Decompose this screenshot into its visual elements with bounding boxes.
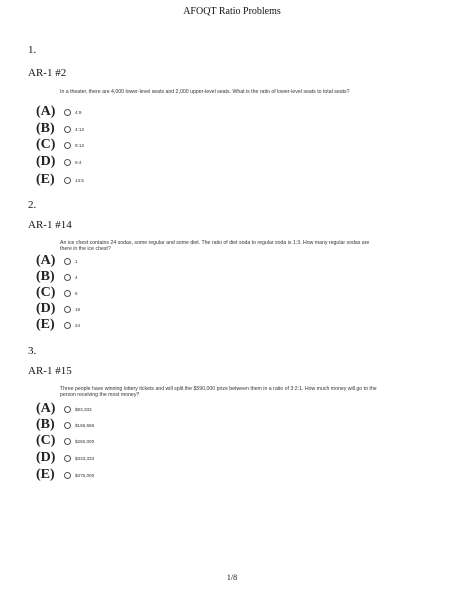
question-text: Three people have winning lottery tickets and will split the $590,000 prize between them in a ratio of 3:2:1. How much money will go to the person receiving the most money? xyxy=(60,386,377,398)
radio-button[interactable] xyxy=(64,258,71,265)
question-number: 1. xyxy=(28,44,37,56)
option-letter: (C) xyxy=(36,137,56,152)
option-letter: (D) xyxy=(36,154,56,169)
option-text: $375,000 xyxy=(75,472,95,478)
option-letter: (C) xyxy=(36,285,56,300)
question-id: AR-1 #15 xyxy=(28,365,72,377)
option-text: 6 xyxy=(75,290,78,296)
option-letter: (E) xyxy=(36,317,55,332)
option-text: 24 xyxy=(75,322,81,328)
option-text: $333,333 xyxy=(75,455,95,461)
option-text: 4:9 xyxy=(75,109,82,115)
radio-button[interactable] xyxy=(64,142,71,149)
answer-option-c[interactable] xyxy=(36,137,84,153)
option-text: 4:13 xyxy=(75,126,84,132)
option-letter: (B) xyxy=(36,417,55,432)
question-number: 3. xyxy=(28,345,37,357)
question-id: AR-1 #14 xyxy=(28,219,72,231)
option-text: $250,000 xyxy=(75,438,95,444)
radio-button[interactable] xyxy=(64,322,71,329)
option-letter: (E) xyxy=(36,467,55,482)
radio-button[interactable] xyxy=(64,109,71,116)
option-text: 4 xyxy=(75,274,78,280)
question-id: AR-1 #2 xyxy=(28,67,67,79)
option-letter: (E) xyxy=(36,172,55,187)
option-text: $83,333 xyxy=(75,406,92,412)
option-letter: (D) xyxy=(36,301,56,316)
option-letter: (D) xyxy=(36,450,56,465)
answer-option-e[interactable] xyxy=(36,317,80,333)
answer-option-e[interactable] xyxy=(36,467,94,483)
option-letter: (A) xyxy=(36,253,56,268)
radio-button[interactable] xyxy=(64,177,71,184)
question-number: 2. xyxy=(28,199,37,211)
option-letter: (B) xyxy=(36,121,55,136)
answer-option-b[interactable] xyxy=(36,121,84,137)
radio-button[interactable] xyxy=(64,290,71,297)
answer-option-a[interactable] xyxy=(36,401,92,417)
option-text: $166,666 xyxy=(75,422,95,428)
radio-button[interactable] xyxy=(64,455,71,462)
option-letter: (A) xyxy=(36,401,56,416)
option-text: 13:5 xyxy=(75,177,84,183)
option-letter: (C) xyxy=(36,433,56,448)
radio-button[interactable] xyxy=(64,274,71,281)
question-text: An ice chest contains 24 sodas, some regular and some diet. The ratio of diet soda to regular soda is 1:3. How many regular sodas are there in the ice chest? xyxy=(60,240,370,252)
radio-button[interactable] xyxy=(64,406,71,413)
option-letter: (A) xyxy=(36,104,56,119)
answer-option-d[interactable] xyxy=(36,450,94,466)
option-letter: (B) xyxy=(36,269,55,284)
answer-option-a[interactable] xyxy=(36,253,78,269)
option-text: 9:13 xyxy=(75,142,84,148)
radio-button[interactable] xyxy=(64,126,71,133)
radio-button[interactable] xyxy=(64,159,71,166)
answer-option-d[interactable] xyxy=(36,301,80,317)
answer-option-d[interactable] xyxy=(36,154,81,170)
answer-option-c[interactable] xyxy=(36,433,94,449)
answer-option-c[interactable] xyxy=(36,285,78,301)
answer-option-b[interactable] xyxy=(36,269,78,285)
answer-option-e[interactable] xyxy=(36,172,84,188)
answer-option-b[interactable] xyxy=(36,417,94,433)
option-text: 18 xyxy=(75,306,81,312)
radio-button[interactable] xyxy=(64,422,71,429)
option-text: 1 xyxy=(75,258,78,264)
radio-button[interactable] xyxy=(64,472,71,479)
option-text: 9:4 xyxy=(75,159,82,165)
radio-button[interactable] xyxy=(64,306,71,313)
radio-button[interactable] xyxy=(64,438,71,445)
answer-option-a[interactable] xyxy=(36,104,81,120)
page-header: AFOQT Ratio Problems xyxy=(183,6,281,17)
page-number: 1/8 xyxy=(226,573,238,582)
question-text: In a theater, there are 4,000 lower-level seats and 2,000 upper-level seats. What is the ratio of lower-level seats to total seats? xyxy=(60,89,350,95)
